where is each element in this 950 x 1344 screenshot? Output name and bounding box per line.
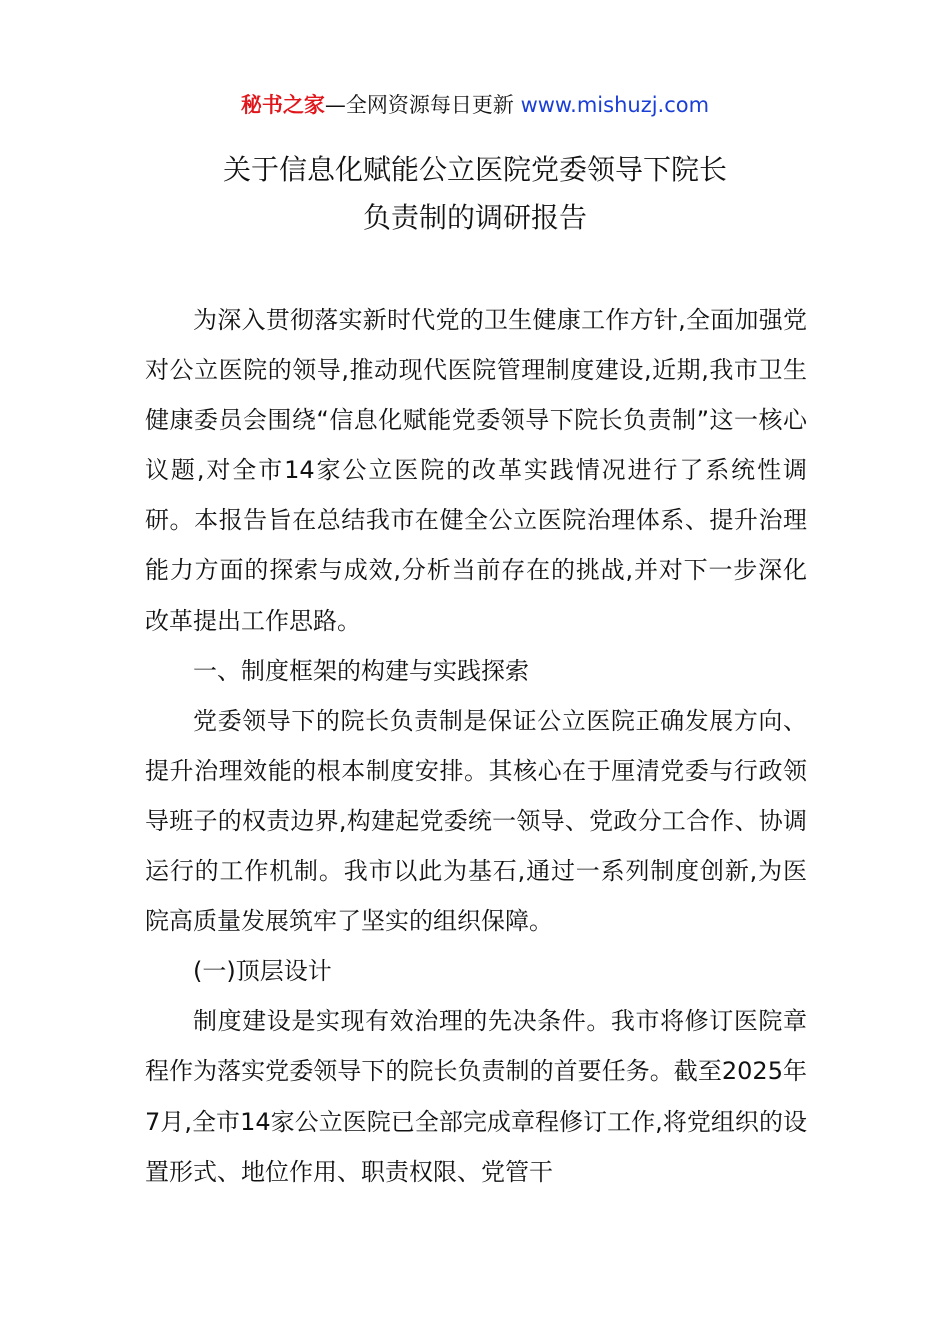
title-line-1: 关于信息化赋能公立医院党委领导下院长 [222,153,727,186]
site-brand: 秘书之家 [240,93,325,117]
document-body [145,295,807,1197]
site-tagline: —全网资源每日更新 [324,93,514,117]
document-title [0,146,950,242]
subsection-paragraph: 制度建设是实现有效治理的先决条件。我市将修订医院章程作为落实党委领导下的院长负责制的首要任务。截至2025年7月,全市14家公立医院已全部完成章程修订工作,将党组织的设置形式、地位作用、职责权限、党管干 [145,1007,807,1186]
site-url[interactable]: www.mishuzj.com [520,93,710,117]
site-header [0,88,950,122]
section-paragraph: 党委领导下的院长负责制是保证公立医院正确发展方向、提升治理效能的根本制度安排。其核心在于厘清党委与行政领导班子的权责边界,构建起党委统一领导、党政分工合作、协调运行的工作机制。我市以此为基石,通过一系列制度创新,为医院高质量发展筑牢了坚实的组织保障。 [145,706,807,936]
title-line-2: 负责制的调研报告 [362,201,587,234]
subsection-heading: (一)顶层设计 [193,957,332,986]
intro-paragraph: 为深入贯彻落实新时代党的卫生健康工作方针,全面加强党对公立医院的领导,推动现代医院管理制度建设,近期,我市卫生健康委员会围绕“信息化赋能党委领导下院长负责制”这一核心议题,对全市14家公立医院的改革实践情况进行了系统性调研。本报告旨在总结我市在健全公立医院治理体系、提升治理能力方面的探索与成效,分析当前存在的挑战,并对下一步深化改革提出工作思路。 [145,306,807,635]
section-heading: 一、制度框架的构建与实践探索 [193,656,529,685]
